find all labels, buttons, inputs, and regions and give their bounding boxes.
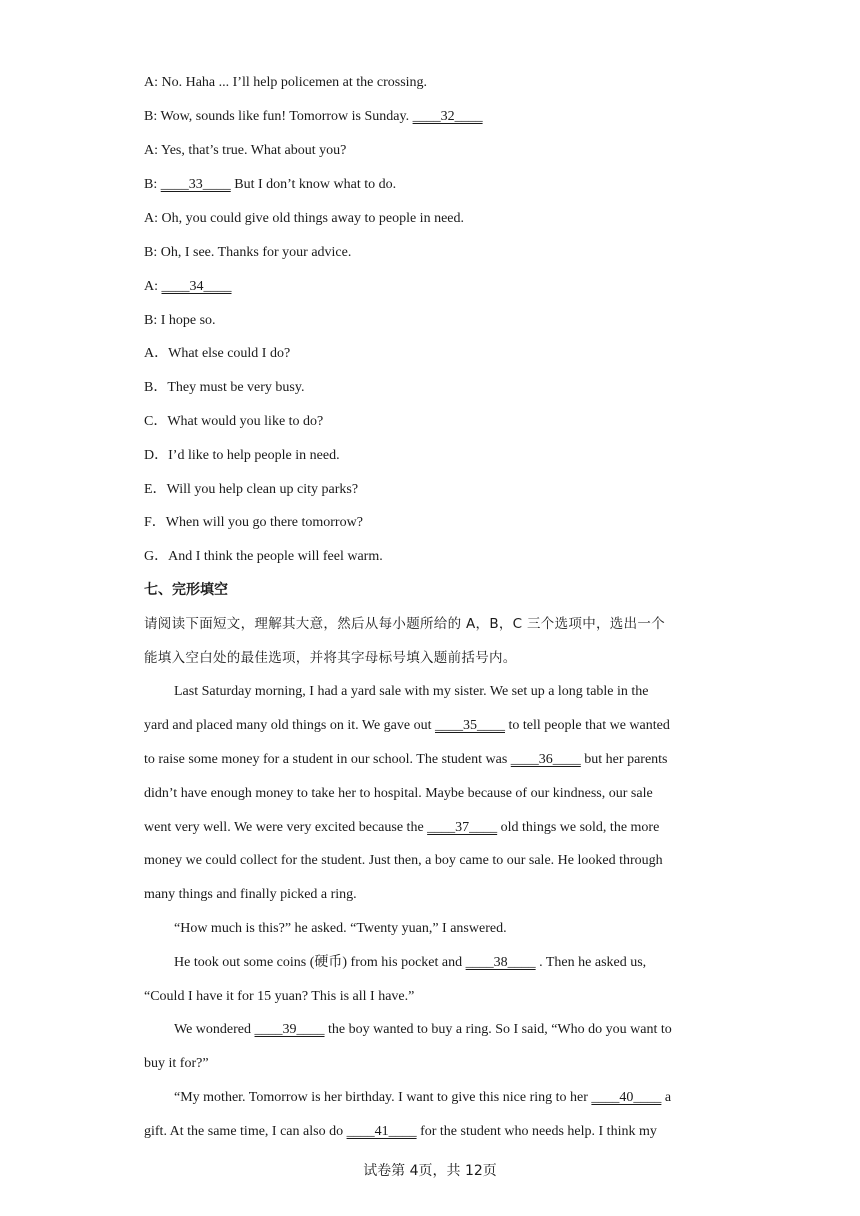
passage-line: money we could collect for the student. Just then, a boy came to our sale. He looked through (144, 853, 663, 868)
dialogue-line: A: No. Haha ... I’ll help policemen at the crossing. (144, 75, 428, 90)
answer-blank-41[interactable]: ____41____ (346, 1124, 417, 1139)
option-item-g: G．And I think the people will feel warm. (144, 549, 383, 564)
section-title: 七、完形填空 (144, 582, 228, 598)
passage-line: “Could I have it for 15 yuan? This is all I have.” (144, 989, 415, 1004)
answer-blank-32[interactable]: ____32____ (412, 109, 483, 124)
dialogue-line: A: ____34____ (144, 279, 232, 294)
dialogue-line: B: I hope so. (144, 313, 216, 328)
answer-blank-37[interactable]: ____37____ (427, 820, 498, 835)
passage-line: We wondered ____39____ the boy wanted to buy a ring. So I said, “Who do you want to (174, 1022, 672, 1037)
answer-blank-36[interactable]: ____36____ (510, 752, 581, 767)
answer-blank-39[interactable]: ____39____ (254, 1022, 325, 1037)
passage-line: gift. At the same time, I can also do ____41____ for the student who needs help. I think my (144, 1124, 657, 1139)
answer-blank-38[interactable]: ____38____ (465, 955, 536, 970)
passage-line: “My mother. Tomorrow is her birthday. I want to give this nice ring to her ____40____ a (174, 1090, 672, 1105)
passage-line: He took out some coins (硬币) from his pocket and ____38____ . Then he asked us, (174, 955, 647, 970)
dialogue-line: B: Oh, I see. Thanks for your advice. (144, 245, 352, 260)
instruction-text: 请阅读下面短文，理解其大意，然后从每小题所给的 A，B，C 三个选项中，选出一个 (144, 616, 666, 632)
option-item-a: A．What else could I do? (144, 346, 291, 361)
option-item-c: C．What would you like to do? (144, 414, 324, 429)
option-item-e: E．Will you help clean up city parks? (144, 482, 359, 497)
passage-line: went very well. We were very excited because the ____37____ old things we sold, the more (144, 820, 660, 835)
page-footer: 试卷第 4页，共 12页 (363, 1163, 497, 1179)
passage-line: many things and finally picked a ring. (144, 887, 357, 902)
dialogue-line: A: Yes, that’s true. What about you? (144, 143, 347, 158)
passage-line: buy it for?” (144, 1056, 209, 1071)
passage-line: to raise some money for a student in our school. The student was ____36____ but her parents (144, 752, 668, 767)
passage-line: Last Saturday morning, I had a yard sale with my sister. We set up a long table in the (174, 684, 649, 699)
passage-line: yard and placed many old things on it. We gave out ____35____ to tell people that we wanted (144, 718, 670, 733)
option-item-b: B．They must be very busy. (144, 380, 305, 395)
answer-blank-40[interactable]: ____40____ (591, 1090, 662, 1105)
passage-line: didn’t have enough money to take her to hospital. Maybe because of our kindness, our sale (144, 786, 653, 801)
answer-blank-34[interactable]: ____34____ (161, 279, 232, 294)
option-item-f: F．When will you go there tomorrow? (144, 515, 363, 530)
dialogue-line: A: Oh, you could give old things away to people in need. (144, 211, 464, 226)
instruction-text: 能填入空白处的最佳选项，并将其字母标号填入题前括号内。 (144, 650, 517, 666)
passage-line: “How much is this?” he asked. “Twenty yuan,” I answered. (174, 921, 507, 936)
dialogue-line: B: Wow, sounds like fun! Tomorrow is Sunday. ____32____ (144, 109, 483, 124)
option-item-d: D．I’d like to help people in need. (144, 448, 340, 463)
answer-blank-35[interactable]: ____35____ (435, 718, 505, 733)
answer-blank-33[interactable]: ____33____ (160, 177, 231, 192)
dialogue-line: B: ____33____ But I don’t know what to do. (144, 177, 397, 192)
